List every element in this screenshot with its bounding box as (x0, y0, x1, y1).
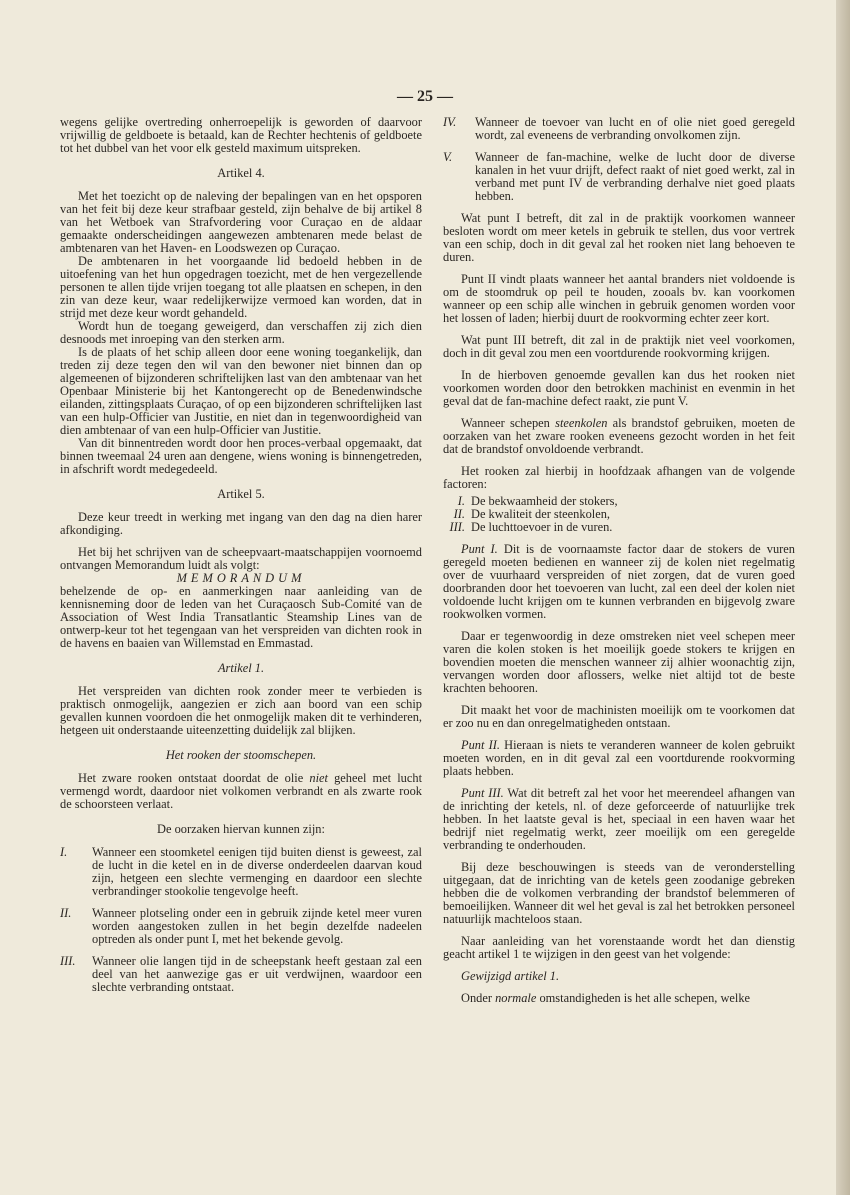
paragraph (443, 992, 795, 1005)
text-run: Hieraan is niets te veranderen wanneer de kolen gebruikt moeten worden, en in dit geval zal een voortdurende rookvorming plaats hebben. (443, 738, 795, 778)
left-column (60, 116, 422, 1003)
item-text: Wanneer plotseling onder een in gebruik zijnde ketel meer vuren worden aangestoken zullen in het begin dezelfde nadeelen optreden als onder punt I, met het bekende gevolg. (92, 906, 422, 946)
paragraph (443, 543, 795, 621)
item-label: IV. (443, 115, 457, 129)
article-4-heading: Artikel 4. (217, 166, 265, 180)
item-label: II. (60, 906, 72, 920)
paragraph: Punt II vindt plaats wanneer het aantal branders niet voldoende is om de stoomdruk op peil te houden, zooals bv. kan voorkomen wanneer op een schip alle winchen in gebruik genomen worden voor het lossen of laden; hierbij duurt de rookvorming echter zeer kort. (443, 272, 795, 325)
text-run: Onder (461, 991, 496, 1005)
factor-list (443, 495, 795, 534)
item-text: Wanneer de toevoer van lucht en of olie niet goed geregeld wordt, zal eveneens de verbranding onvolkomen zijn. (475, 115, 795, 142)
emphasis: niet (309, 771, 328, 785)
text-run: Het zware rooken ontstaat doordat de olie (78, 771, 310, 785)
text-run: Wat dit betreft zal het voor het meerendeel afhangen van de inrichting der ketels, nl. of deze geforceerde of natuurlijke trek hebben. In het laatste geval is het, speciaal in een haven waar het bedrijf niet regelmatig werkt, zeer moeilijk om een geregelde verbranding te onderhouden. (443, 786, 795, 852)
paragraph (443, 970, 795, 983)
factor-text: De kwaliteit der steenkolen, (471, 507, 611, 521)
factor-text: De bekwaamheid der stokers, (471, 494, 618, 508)
paragraph: Wat punt III betreft, dit zal in de praktijk niet veel voorkomen, doch in dit geval zou men een voortdurende rookvorming krijgen. (443, 333, 795, 360)
list-item (60, 955, 422, 994)
paragraph: Naar aanleiding van het vorenstaande wordt het dan dienstig geacht artikel 1 te wijzigen in den geest van het volgende: (443, 934, 795, 961)
paragraph: Wat punt I betreft, dit zal in de praktijk voorkomen wanneer besloten wordt om meer ketels in gebruik te stellen, dus voor vertrek van een schip, doch in dit geval zal het rooken niet lang behoeven te duren. (443, 211, 795, 264)
page-edge-shadow (836, 0, 850, 1195)
paragraph: Wordt hun de toegang geweigerd, dan verschaffen zij zich dien desnoods met inroeping van den sterken arm. (60, 319, 422, 346)
factor-item (443, 521, 795, 534)
paragraph: wegens gelijke overtreding onherroepelijk is geworden of daarvoor vrijwillig de geldboete is betaald, kan de Rechter hechtenis of geldboete tot het dubbel van het voor elk gesteld maximum uitspreken. (60, 115, 422, 155)
paragraph: Bij deze beschouwingen is steeds van de veronderstelling uitgegaan, dat de inrichting van de ketels geen zoodanige gebreken hebben die de volkomen verbranding der brandstof belemmeren of bemoeilijken. Wanneer dit wel het geval is zal het betrokken personeel natuurlijk machteloos staan. (443, 860, 795, 926)
item-text: Wanneer olie langen tijd in de scheepstank heeft gestaan zal een deel van het aanwezige gas er uit verdwijnen, waardoor een slechte verbranding ontstaat. (92, 954, 422, 994)
emphasis: Punt II. (461, 738, 500, 752)
paragraph (443, 787, 795, 852)
emphasis: Punt III. (461, 786, 504, 800)
paragraph: De ambtenaren in het voorgaande lid bedoeld hebben in de uitoefening van het hun opgedragen toezicht, met de hen vergezellende personen te allen tijde vrijen toegang tot alle plaatsen en schepen, in den zin van deze keur, waar redelijkerwijze vermoed kan worden, dat in strijd met deze keur wordt gehandeld. (60, 254, 422, 320)
factor-label: II. (453, 507, 465, 521)
text-run: omstandigheden is het alle schepen, welke (536, 991, 751, 1005)
paragraph: Deze keur treedt in werking met ingang van den dag na dien harer afkondiging. (60, 510, 422, 537)
item-label: III. (60, 954, 76, 968)
paragraph: Van dit binnentreden wordt door hen proces-verbaal opgemaakt, dat binnen tweemaal 24 uren aan dengene, wiens woning is binnengetreden, in afschrift wordt medegedeeld. (60, 436, 422, 476)
paragraph: Met het toezicht op de naleving der bepalingen van en het opsporen van het feit bij deze keur strafbaar gesteld, zijn behalve de bij artikel 8 van het Wetboek van Strafvordering voor Curaçao en de aldaar gemaakte onderscheidingen aangewezen ambtenaren mede belast de ambtenaren van het Haven- en Loodswezen op Curaçao. (60, 189, 422, 255)
item-text: Wanneer een stoomketel eenigen tijd buiten dienst is geweest, zal de lucht in die ketel en in de diverse onderdeelen daarvan koud zijn, hetgeen een slechte vermenging en daardoor een slechte verbrandinger stookolie tengevolge heeft. (92, 845, 422, 898)
paragraph: Het verspreiden van dichten rook zonder meer te verbieden is praktisch onmogelijk, aangezien er zich aan boord van een schip gevallen kunnen voordoen die het onmogelijk maken dit te verhinderen, hetgeen uit onderstaande uiteenzetting duidelijk zal blijken. (60, 684, 422, 737)
paragraph: Het bij het schrijven van de scheepvaart-maatschappijen voornoemd ontvangen Memorandum luidt als volgt: (60, 545, 422, 572)
list-item (443, 151, 795, 203)
article-5-heading: Artikel 5. (217, 487, 265, 501)
item-label: V. (443, 150, 453, 164)
paragraph: In de hierboven genoemde gevallen kan dus het rooken niet voorkomen worden door den betrokken machinist en evenmin in het geval dat de fan-machine defect raakt, zie punt V. (443, 368, 795, 408)
text-run: als brandstof gebruiken, moeten de oorzaken van het zware rooken eveneens gezocht worden in het feit dat de brandstof onvoldoende verbrandt. (443, 416, 796, 456)
paragraph (443, 739, 795, 778)
text-run: geheel met lucht vermengd wordt, daardoor niet volkomen verbrandt en als zwarte rook de schoorsteen verlaat. (60, 771, 423, 811)
factor-label: III. (449, 520, 465, 534)
list-item (443, 116, 795, 142)
paragraph (60, 772, 422, 811)
factor-text: De luchttoevoer in de vuren. (471, 520, 613, 534)
gewijzigd-heading: Gewijzigd artikel 1. (461, 969, 560, 983)
paragraph: behelzende de op- en aanmerkingen naar aanleiding van de kennisneming door de leden van het Curaçaosch Sub-Comité van de Association of West India Transatlantic Steamship Lines van de ontwerp-keur tot het tegengaan van het verspreiden van dichten rook in de havens en baaien van Willemstad en Emmastad. (60, 584, 422, 650)
right-column (443, 116, 795, 1014)
article-1-heading: Artikel 1. (217, 661, 265, 675)
item-text: Wanneer de fan-machine, welke de lucht door de diverse kanalen in het vuur drijft, defect raakt of niet goed werkt, zal in verband met punt IV de verbranding derhalve niet goed plaats hebben. (475, 150, 795, 203)
paragraph (443, 417, 795, 456)
emphasis: normale (495, 991, 537, 1005)
factor-label: I. (457, 494, 465, 508)
emphasis: steenkolen (555, 416, 608, 430)
item-label: I. (60, 845, 68, 859)
subheading: De oorzaken hiervan kunnen zijn: (157, 822, 325, 836)
section-heading: Het rooken der stoomschepen. (165, 748, 317, 762)
paragraph: Dit maakt het voor de machinisten moeilijk om te voorkomen dat er zoo nu en dan onregelmatigheden ontstaan. (443, 703, 795, 730)
emphasis: Punt I. (461, 542, 498, 556)
memorandum-title: MEMORANDUM (176, 571, 306, 585)
paragraph: Het rooken zal hierbij in hoofdzaak afhangen van de volgende factoren: (443, 464, 795, 491)
page-number: — 25 — (397, 88, 453, 105)
text-run: Wanneer schepen (461, 416, 556, 430)
list-item (60, 846, 422, 898)
paragraph: Is de plaats of het schip alleen door eene woning toegankelijk, dan treden zij deze tegen den wil van den bewoner niet binnen dan op algemeenen of bijzonderen schriftelijken last van den ambtenaar van het Openbaar Ministerie bij het Kantongerecht op de Benedenwindsche eilanden, zittingsplaats Curaçao, of op een bijzonderen schriftelijken last van een hulp-Officier van Justitie, en niet dan in tegenwoordigheid van dien ambtenaar of van een hulp-Officier van Justitie. (60, 345, 422, 437)
paragraph: Daar er tegenwoordig in deze omstreken niet veel schepen meer varen die kolen stoken is het moeilijk goede stokers te krijgen en bovendien moeten die menschen wanneer zij alhier woonachtig zijn, vervangen worden door aflossers, welke niet altijd tot de beste krachten behooren. (443, 629, 795, 695)
text-run: Dit is de voornaamste factor daar de stokers de vuren geregeld moeten bedienen en wanneer zij de kolen niet regelmatig over de vuurhaard verspreiden of niet zorgen, dat de vuren goed doorbranden door het toevoeren van lucht, zal een deel der kolen niet voldoende lucht krijgen om te kunnen verbranden en bijgevolg zware rookwolken vormen. (443, 542, 795, 621)
list-item (60, 907, 422, 946)
